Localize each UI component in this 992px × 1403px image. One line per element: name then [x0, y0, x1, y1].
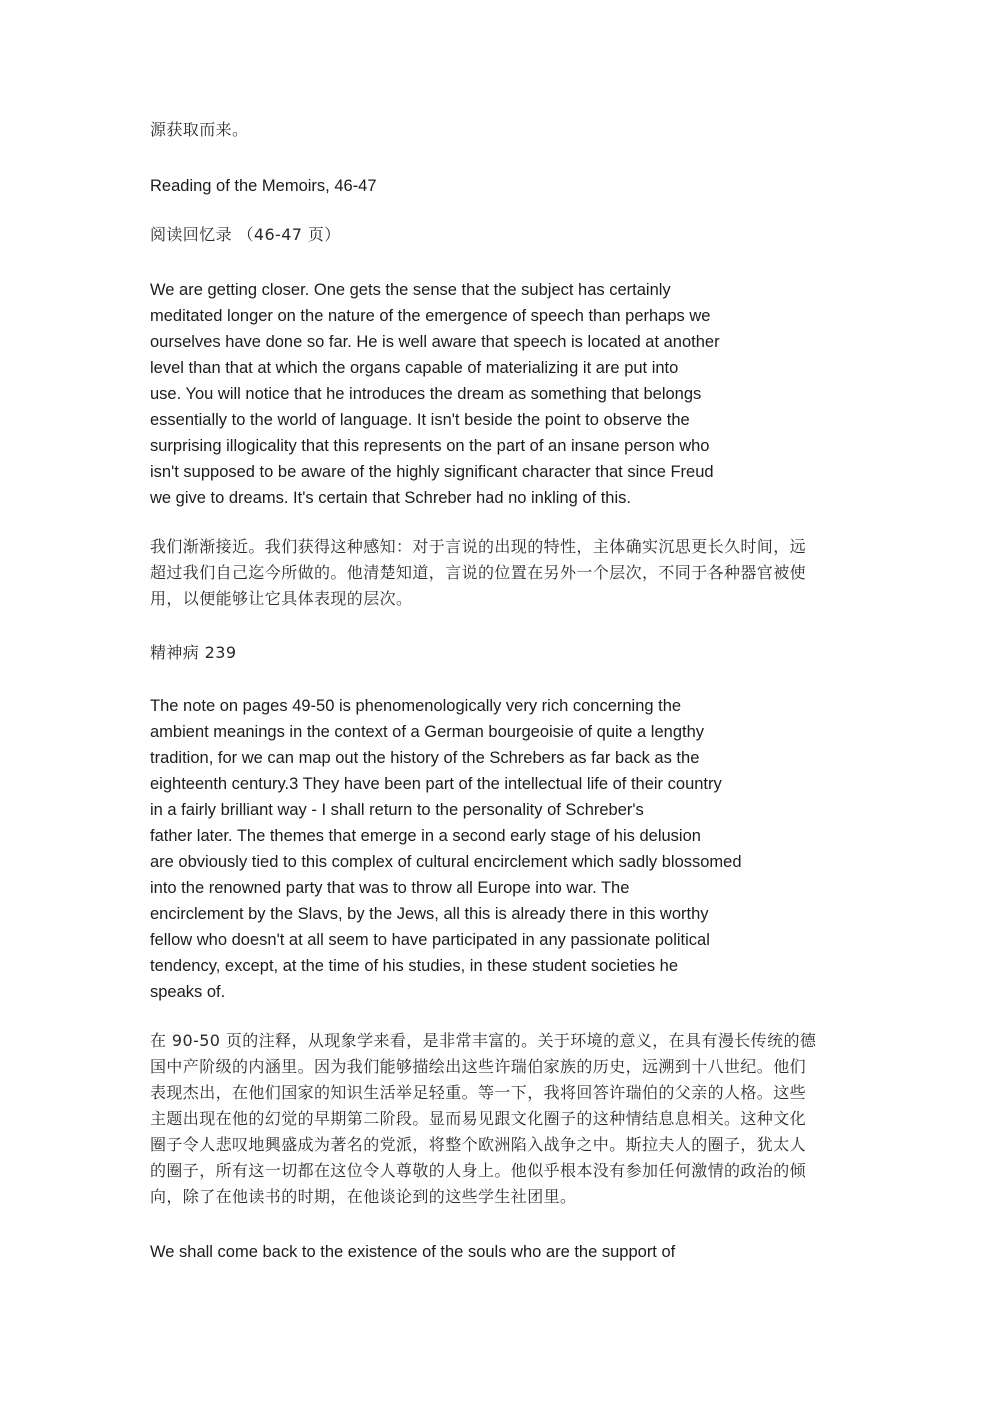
text-line: 超过我们自己迄今所做的。他清楚知道，言说的位置在另外一个层次，不同于各种器官被使	[150, 563, 807, 582]
text-line: use. You will notice that he introduces the dream as something that belongs	[150, 385, 702, 403]
text-line: 主题出现在他的幻觉的早期第二阶段。显而易见跟文化圈子的这种情结息息相关。这种文化	[150, 1109, 807, 1128]
text-line: we give to dreams. It's certain that Schreber had no inkling of this.	[150, 489, 631, 507]
text-line: in a fairly brilliant way - I shall return to the personality of Schreber's	[150, 801, 644, 819]
text-line: We are getting closer. One gets the sense that the subject has certainly	[150, 281, 671, 299]
text-line: 用，以便能够让它具体表现的层次。	[150, 589, 413, 608]
text-line: 源获取而来。	[150, 120, 249, 139]
text-line: 国中产阶级的内涵里。因为我们能够描绘出这些许瑞伯家族的历史，远溯到十八世纪。他们	[150, 1057, 807, 1076]
text-line: 的圈子，所有这一切都在这位令人尊敬的人身上。他似乎根本没有参加任何激情的政治的倾	[150, 1161, 807, 1180]
text-line: encirclement by the Slavs, by the Jews, all this is already there in this worthy	[150, 905, 709, 923]
text-line: meditated longer on the nature of the emergence of speech than perhaps we	[150, 307, 711, 325]
text-line: 我们渐渐接近。我们获得这种感知：对于言说的出现的特性，主体确实沉思更长久时间，远	[150, 537, 807, 556]
paragraph-chinese	[150, 534, 850, 612]
paragraph-english	[150, 693, 850, 1005]
text-line: 在 90-50 页的注释，从现象学来看，是非常丰富的。关于环境的意义，在具有漫长传统的德	[150, 1031, 817, 1050]
text-line: eighteenth century.3 They have been part of the intellectual life of their country	[150, 775, 722, 793]
text-line: isn't supposed to be aware of the highly significant character that since Freud	[150, 463, 714, 481]
text-line: surprising illogicality that this represents on the part of an insane person who	[150, 437, 710, 455]
text-line: 圈子令人悲叹地興盛成为著名的党派，将整个欧洲陷入战争之中。斯拉夫人的圈子，犹太人	[150, 1135, 807, 1154]
text-line: Reading of the Memoirs, 46-47	[150, 177, 377, 195]
text-line: tradition, for we can map out the history of the Schrebers as far back as the	[150, 749, 700, 767]
text-line: We shall come back to the existence of the souls who are the support of	[150, 1243, 676, 1261]
text-line: speaks of.	[150, 983, 226, 1001]
page-number-marker	[150, 640, 850, 666]
text-line: essentially to the world of language. It isn't beside the point to observe the	[150, 411, 690, 429]
text-line: into the renowned party that was to throw all Europe into war. The	[150, 879, 630, 897]
paragraph-english	[150, 1239, 850, 1265]
text-line: tendency, except, at the time of his studies, in these student societies he	[150, 957, 678, 975]
text-line: 向，除了在他读书的时期，在他谈论到的这些学生社团里。	[150, 1187, 577, 1206]
text-line: The note on pages 49-50 is phenomenologically very rich concerning the	[150, 697, 682, 715]
section-heading-english	[150, 173, 850, 199]
text-line: 表现杰出，在他们国家的知识生活举足轻重。等一下，我将回答许瑞伯的父亲的人格。这些	[150, 1083, 807, 1102]
paragraph-fragment	[150, 117, 850, 143]
paragraph-english	[150, 277, 850, 511]
text-line: fellow who doesn't at all seem to have participated in any passionate political	[150, 931, 710, 949]
text-line: level than that at which the organs capable of materializing it are put into	[150, 359, 679, 377]
text-line: father later. The themes that emerge in a second early stage of his delusion	[150, 827, 701, 845]
text-line: 精神病 239	[150, 643, 237, 662]
text-line: 阅读回忆录 （46-47 页）	[150, 225, 341, 244]
text-line: ourselves have done so far. He is well aware that speech is located at another	[150, 333, 720, 351]
text-line: are obviously tied to this complex of cultural encirclement which sadly blossomed	[150, 853, 742, 871]
text-line: ambient meanings in the context of a German bourgeoisie of quite a lengthy	[150, 723, 705, 741]
paragraph-chinese	[150, 1028, 850, 1210]
section-heading-chinese	[150, 222, 850, 248]
